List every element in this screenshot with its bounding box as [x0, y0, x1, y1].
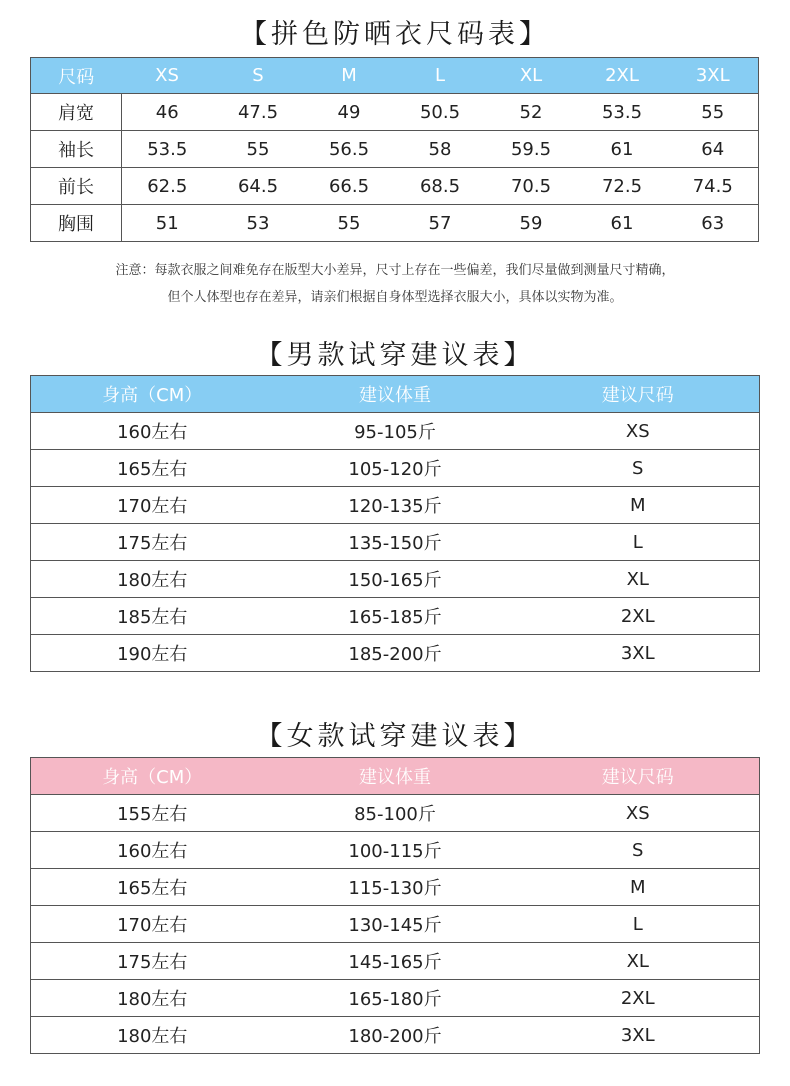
women-chart-header-row [31, 758, 760, 795]
note-line-1: 注意：每款衣服之间难免存在版型大小差异，尺寸上存在一些偏差，我们尽量做到测量尺寸精确， [115, 263, 675, 278]
table-row [31, 832, 760, 869]
table-cell: 55 [668, 94, 759, 131]
table-cell: 3XL [517, 1017, 760, 1054]
table-cell: 53.5 [577, 94, 668, 131]
table-cell: 130-145斤 [274, 906, 517, 943]
table-cell: 185-200斤 [274, 635, 517, 672]
men-chart-header-row [31, 376, 760, 413]
table-row [31, 795, 760, 832]
table-row [31, 598, 760, 635]
table-cell: 160左右 [31, 413, 274, 450]
table-cell: 160左右 [31, 832, 274, 869]
header-cell: M [304, 58, 395, 94]
table-cell: 165左右 [31, 869, 274, 906]
table-cell: 70.5 [486, 168, 577, 205]
table-cell: 145-165斤 [274, 943, 517, 980]
table-cell: 155左右 [31, 795, 274, 832]
table-cell: 58 [395, 131, 486, 168]
header-cell: 3XL [668, 58, 759, 94]
men-chart-title: 【男款试穿建议表】 [255, 340, 535, 371]
size-chart-header-row [31, 58, 759, 94]
table-cell: 190左右 [31, 635, 274, 672]
table-cell: 180左右 [31, 561, 274, 598]
men-chart-table [30, 375, 760, 672]
table-row [31, 943, 760, 980]
header-cell: 身高（CM） [31, 758, 274, 795]
table-cell: 165左右 [31, 450, 274, 487]
table-row [31, 906, 760, 943]
table-cell: 55 [304, 205, 395, 242]
table-cell: 59 [486, 205, 577, 242]
table-cell: 46 [122, 94, 213, 131]
table-cell: 62.5 [122, 168, 213, 205]
size-chart-title: 【拼色防晒衣尺码表】 [240, 19, 550, 50]
table-cell: 120-135斤 [274, 487, 517, 524]
table-cell: 63 [668, 205, 759, 242]
header-cell: 建议体重 [274, 758, 517, 795]
table-cell: 52 [486, 94, 577, 131]
table-cell: 2XL [517, 980, 760, 1017]
table-cell: 49 [304, 94, 395, 131]
header-cell: S [213, 58, 304, 94]
table-cell: 115-130斤 [274, 869, 517, 906]
table-cell: 64.5 [213, 168, 304, 205]
table-cell: 61 [577, 205, 668, 242]
table-cell: 175左右 [31, 943, 274, 980]
table-cell: 64 [668, 131, 759, 168]
table-cell: S [517, 450, 760, 487]
table-row [31, 205, 759, 242]
table-cell: 170左右 [31, 906, 274, 943]
table-cell: 85-100斤 [274, 795, 517, 832]
table-row [31, 869, 760, 906]
row-label: 胸围 [31, 205, 122, 242]
table-cell: 185左右 [31, 598, 274, 635]
row-label: 前长 [31, 168, 122, 205]
note-line-2: 但个人体型也存在差异，请亲们根据自身体型选择衣服大小，具体以实物为准。 [167, 290, 623, 305]
table-cell: 61 [577, 131, 668, 168]
table-cell: 165-180斤 [274, 980, 517, 1017]
header-cell: 建议尺码 [517, 758, 760, 795]
table-cell: M [517, 869, 760, 906]
table-cell: 100-115斤 [274, 832, 517, 869]
size-note [0, 257, 790, 311]
table-cell: 47.5 [213, 94, 304, 131]
table-cell: XL [517, 561, 760, 598]
table-cell: 50.5 [395, 94, 486, 131]
table-cell: 2XL [517, 598, 760, 635]
table-cell: 170左右 [31, 487, 274, 524]
table-row [31, 131, 759, 168]
women-chart-table [30, 757, 760, 1054]
header-cell: 建议尺码 [517, 376, 760, 413]
table-cell: 175左右 [31, 524, 274, 561]
header-cell: XL [486, 58, 577, 94]
table-row [31, 450, 760, 487]
table-row [31, 635, 760, 672]
header-cell: 身高（CM） [31, 376, 274, 413]
header-cell: L [395, 58, 486, 94]
table-cell: 56.5 [304, 131, 395, 168]
table-cell: XS [517, 795, 760, 832]
table-cell: 180左右 [31, 1017, 274, 1054]
table-cell: XL [517, 943, 760, 980]
header-cell: 尺码 [31, 58, 122, 94]
table-cell: 68.5 [395, 168, 486, 205]
table-row [31, 561, 760, 598]
table-cell: L [517, 906, 760, 943]
table-row [31, 94, 759, 131]
header-cell: 建议体重 [274, 376, 517, 413]
table-cell: 51 [122, 205, 213, 242]
table-cell: 72.5 [577, 168, 668, 205]
table-cell: 3XL [517, 635, 760, 672]
women-chart-title: 【女款试穿建议表】 [255, 721, 535, 752]
table-cell: 74.5 [668, 168, 759, 205]
size-chart-table [30, 57, 759, 242]
table-row [31, 524, 760, 561]
table-cell: 66.5 [304, 168, 395, 205]
header-cell: 2XL [577, 58, 668, 94]
table-cell: 95-105斤 [274, 413, 517, 450]
table-cell: 57 [395, 205, 486, 242]
header-cell: XS [122, 58, 213, 94]
table-cell: 105-120斤 [274, 450, 517, 487]
table-row [31, 168, 759, 205]
table-cell: 165-185斤 [274, 598, 517, 635]
table-cell: 55 [213, 131, 304, 168]
table-cell: 53.5 [122, 131, 213, 168]
row-label: 袖长 [31, 131, 122, 168]
table-cell: XS [517, 413, 760, 450]
table-row [31, 413, 760, 450]
row-label: 肩宽 [31, 94, 122, 131]
table-cell: M [517, 487, 760, 524]
table-cell: 150-165斤 [274, 561, 517, 598]
table-cell: 135-150斤 [274, 524, 517, 561]
table-row [31, 487, 760, 524]
table-cell: 180左右 [31, 980, 274, 1017]
table-cell: S [517, 832, 760, 869]
table-cell: 53 [213, 205, 304, 242]
table-row [31, 1017, 760, 1054]
table-row [31, 980, 760, 1017]
table-cell: 180-200斤 [274, 1017, 517, 1054]
table-cell: 59.5 [486, 131, 577, 168]
table-cell: L [517, 524, 760, 561]
